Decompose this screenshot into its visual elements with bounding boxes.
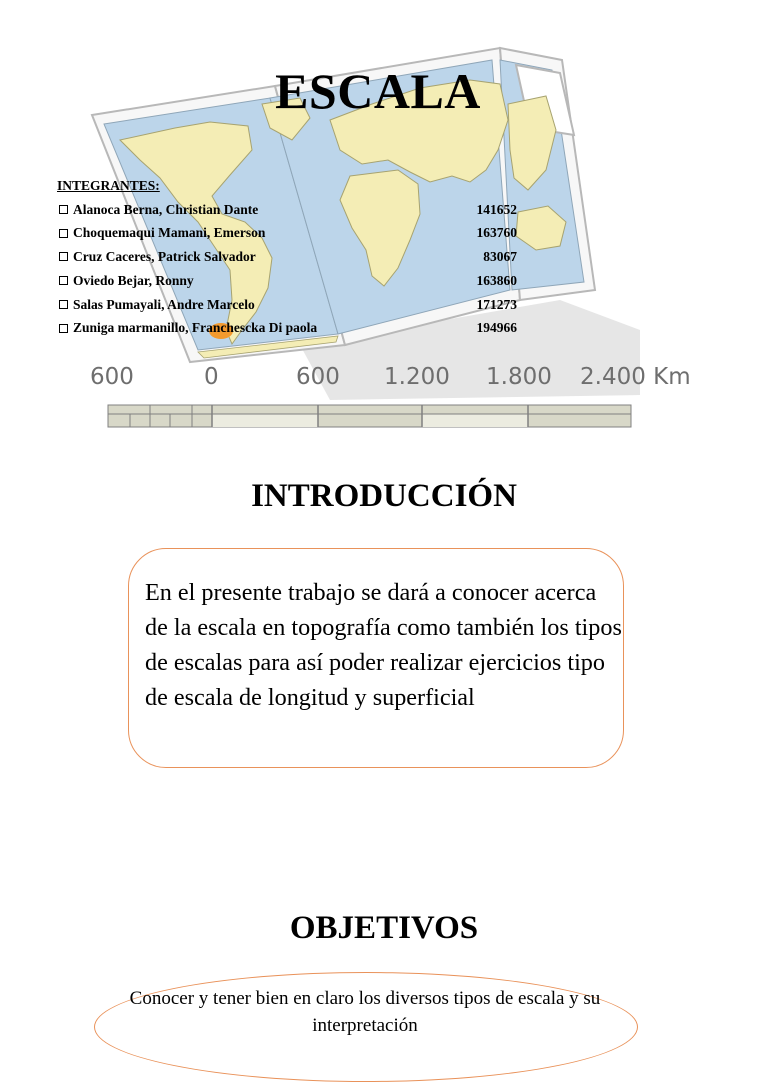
scale-bar-body	[108, 405, 631, 427]
member-name: Choquemaqui Mamani, Emerson	[73, 225, 266, 241]
checkbox-icon	[59, 300, 68, 309]
checkbox-icon	[59, 324, 68, 333]
checkbox-icon	[59, 252, 68, 261]
member-code: 163760	[476, 225, 517, 241]
cover-slide	[0, 0, 768, 434]
member-row	[57, 269, 517, 293]
member-row	[57, 316, 517, 340]
member-row	[57, 198, 517, 222]
member-code: 163860	[476, 272, 517, 288]
scale-bar-light-segment	[422, 414, 528, 427]
member-name: Zuniga marmanillo, Franchescka Di paola	[73, 320, 318, 336]
scale-label: 600	[296, 364, 340, 390]
objectives-text: Conocer y tener bien en claro los diversos tipos de escala y su interpretación	[129, 988, 601, 1036]
member-name: Salas Pumayali, Andre Marcelo	[73, 296, 255, 312]
member-code: 83067	[483, 249, 517, 265]
introduction-text: En el presente trabajo se dará a conocer acerca de la escala en topografía como también los tipos de escalas para así poder realizar ejercicios tipo de escala de longitud y superficial	[145, 579, 622, 711]
member-code: 194966	[476, 320, 517, 336]
scale-label: 2.400 Km	[580, 364, 691, 390]
scale-bar-light-segment	[212, 414, 318, 427]
members-heading: INTEGRANTES:	[57, 178, 160, 193]
cover-title: ESCALA	[275, 63, 481, 119]
checkbox-icon	[59, 205, 68, 214]
member-row	[57, 221, 517, 245]
member-name: Oviedo Bejar, Ronny	[73, 272, 194, 288]
member-row	[57, 293, 517, 317]
member-name: Cruz Caceres, Patrick Salvador	[73, 249, 256, 265]
member-name: Alanoca Berna, Christian Dante	[73, 201, 259, 217]
scale-label: 0	[204, 364, 219, 390]
checkbox-icon	[59, 229, 68, 238]
objectives-title: OBJETIVOS	[289, 910, 479, 946]
introduction-title: INTRODUCCIÓN	[251, 478, 517, 514]
member-code: 171273	[476, 296, 517, 312]
scale-bar	[108, 405, 631, 427]
scale-label: 1.200	[384, 364, 450, 390]
member-code: 141652	[476, 201, 517, 217]
scale-label: 600	[90, 364, 134, 390]
member-row	[57, 245, 517, 269]
checkbox-icon	[59, 276, 68, 285]
scale-label: 1.800	[486, 364, 552, 390]
members-list	[57, 174, 517, 340]
